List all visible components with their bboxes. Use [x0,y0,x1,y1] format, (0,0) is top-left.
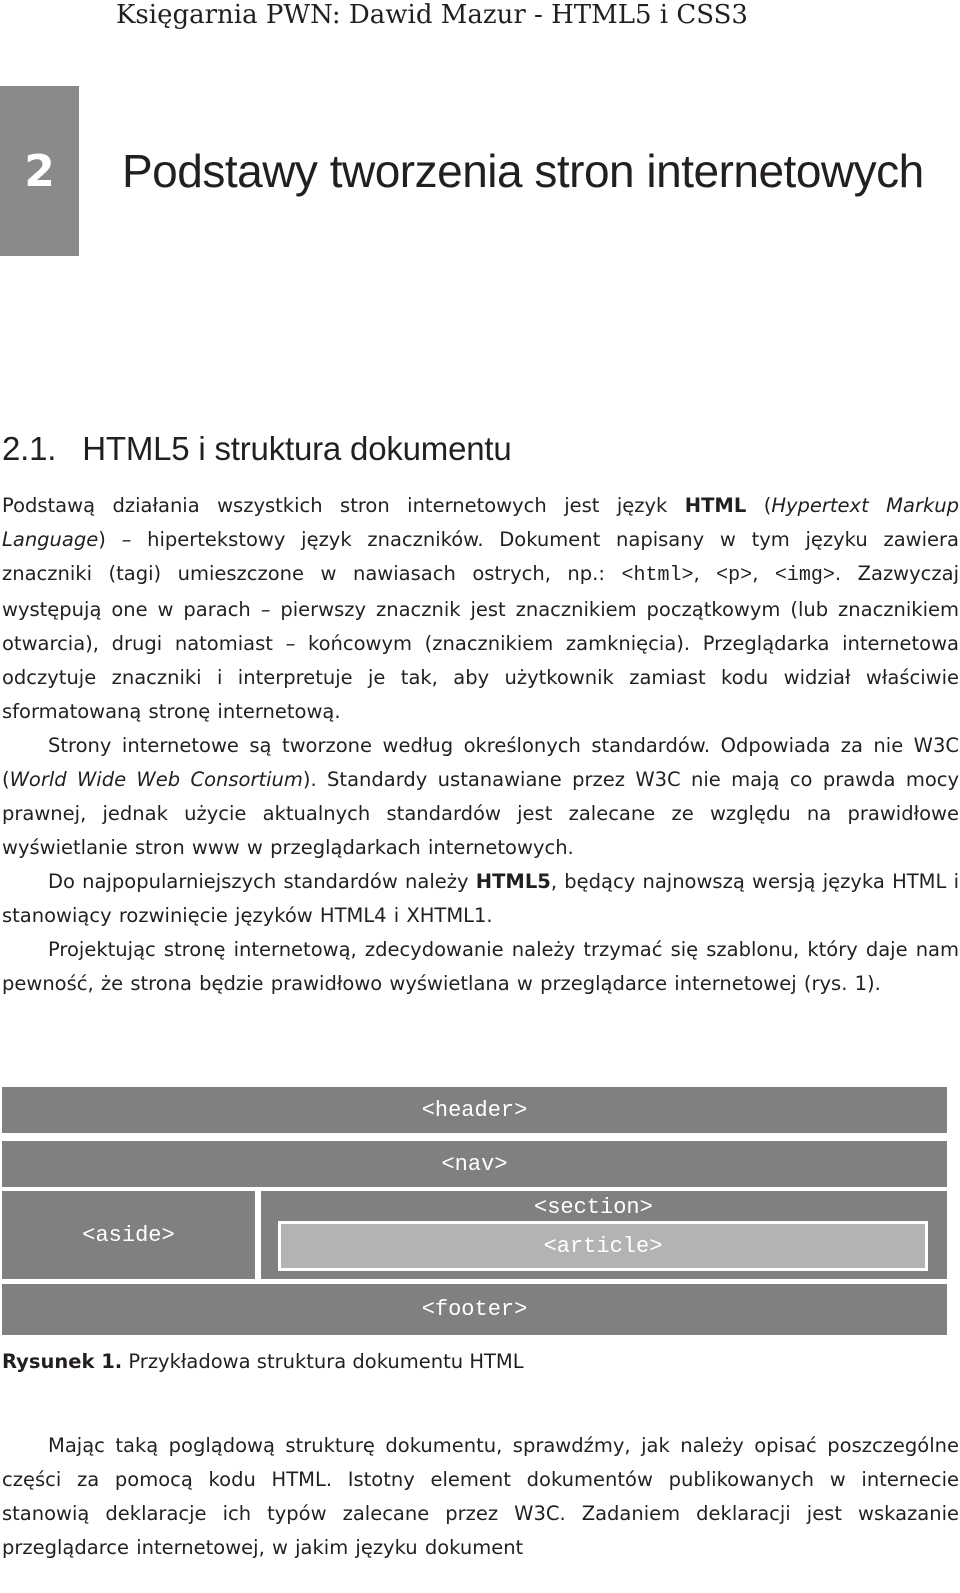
text-run: , będący najnowszą wersją języka HTML i stanowiący rozwinięcie języków HTML4 i XHTML1. [2,870,959,927]
nav-block [2,1141,947,1187]
text-run: . Zazwyczaj występują one w parach – pierwszy znacznik jest znacznikiem początkowym (lub znacznikiem otwarcia), drugi natomiast – końcowym (znacznikiem zamknięcia). Przeglądarka internetowa odczytuje znaczniki i interpretuje je tak, aby użytkownik zamiast kodu widział właściwie sformatowaną stronę internetową. [2,562,959,723]
paragraph-1 [2,489,959,729]
header-block [2,1087,947,1133]
text-run: Podstawą działania wszystkich stron internetowych jest język [2,494,685,517]
text-run: , [693,562,717,585]
article-block [278,1221,928,1271]
figure-caption [2,1350,524,1373]
text-run: Strony internetowe są tworzone według określonych standardów. Odpowiada za nie W3C ( [2,734,959,791]
paragraph-4: Projektując stronę internetową, zdecydowanie należy trzymać się szablonu, który daje nam pewność, że strona będzie prawidłowo wyświetlana w przeglądarce internetowej (rys. 1). [2,938,959,995]
aside-tag-label: <aside> [82,1222,175,1248]
section-heading [2,430,512,468]
aside-block [2,1191,255,1279]
text-run: , [752,562,775,585]
text-run: Do najpopularniejszych standardów należy [48,870,476,893]
section-block [261,1191,947,1279]
nav-tag-label: <nav> [441,1151,508,1177]
bold-term: HTML [684,494,747,517]
section-number: 2.1. [2,430,57,467]
chapter-number-box [0,86,79,256]
italic-term: Hypertext Markup Language [2,494,959,551]
site-header-title: Księgarnia PWN: Dawid Mazur - HTML5 i CSS3 [116,0,748,30]
document-structure-diagram [2,1087,947,1337]
bold-term: HTML5 [475,870,551,893]
body-text-lower [2,1429,959,1565]
paragraph-3 [2,865,959,933]
caption-text: Przykładowa struktura dokumentu HTML [122,1350,524,1373]
footer-block [2,1284,947,1335]
article-tag-label: <article> [543,1233,663,1259]
header-tag-label: <header> [421,1097,528,1123]
code-snippet: <img> [774,564,835,587]
section-title: HTML5 i struktura dokumentu [82,430,512,467]
chapter-title: Podstawy tworzenia stron internetowych [122,145,924,197]
caption-label: Rysunek 1. [2,1350,123,1373]
text-run: ). Standardy ustanawiane przez W3C nie mają co prawda mocy prawnej, jednak użycie aktualnych standardów jest zalecane ze względu na prawidłowe wyświetlanie stron www w przeglądarkach internetowych. [2,768,960,859]
text-run: ( [746,494,772,517]
code-snippet: <html> [621,564,694,587]
section-tag-label: <section> [534,1195,653,1220]
paragraph-2 [2,729,959,865]
paragraph-5: Mając taką poglądową strukturę dokumentu, sprawdźmy, jak należy opisać poszczególne części za pomocą kodu HTML. Istotny element dokumentów publikowanych w internecie stanowią deklaracje ich typów zalecane przez W3C. Zadaniem deklaracji jest wskazanie przeglądarce internetowej, w jakim języku dokument [2,1434,959,1559]
text-run: ) – hipertekstowy język znaczników. Dokument napisany w tym języku zawiera znaczniki (tagi) umieszczone w nawiasach ostrych, np.: [2,528,959,585]
body-text-upper [2,489,959,1001]
code-snippet: <p> [716,564,753,587]
chapter-number: 2 [24,145,55,197]
italic-term: World Wide Web Consortium [9,768,303,791]
footer-tag-label: <footer> [421,1297,528,1322]
